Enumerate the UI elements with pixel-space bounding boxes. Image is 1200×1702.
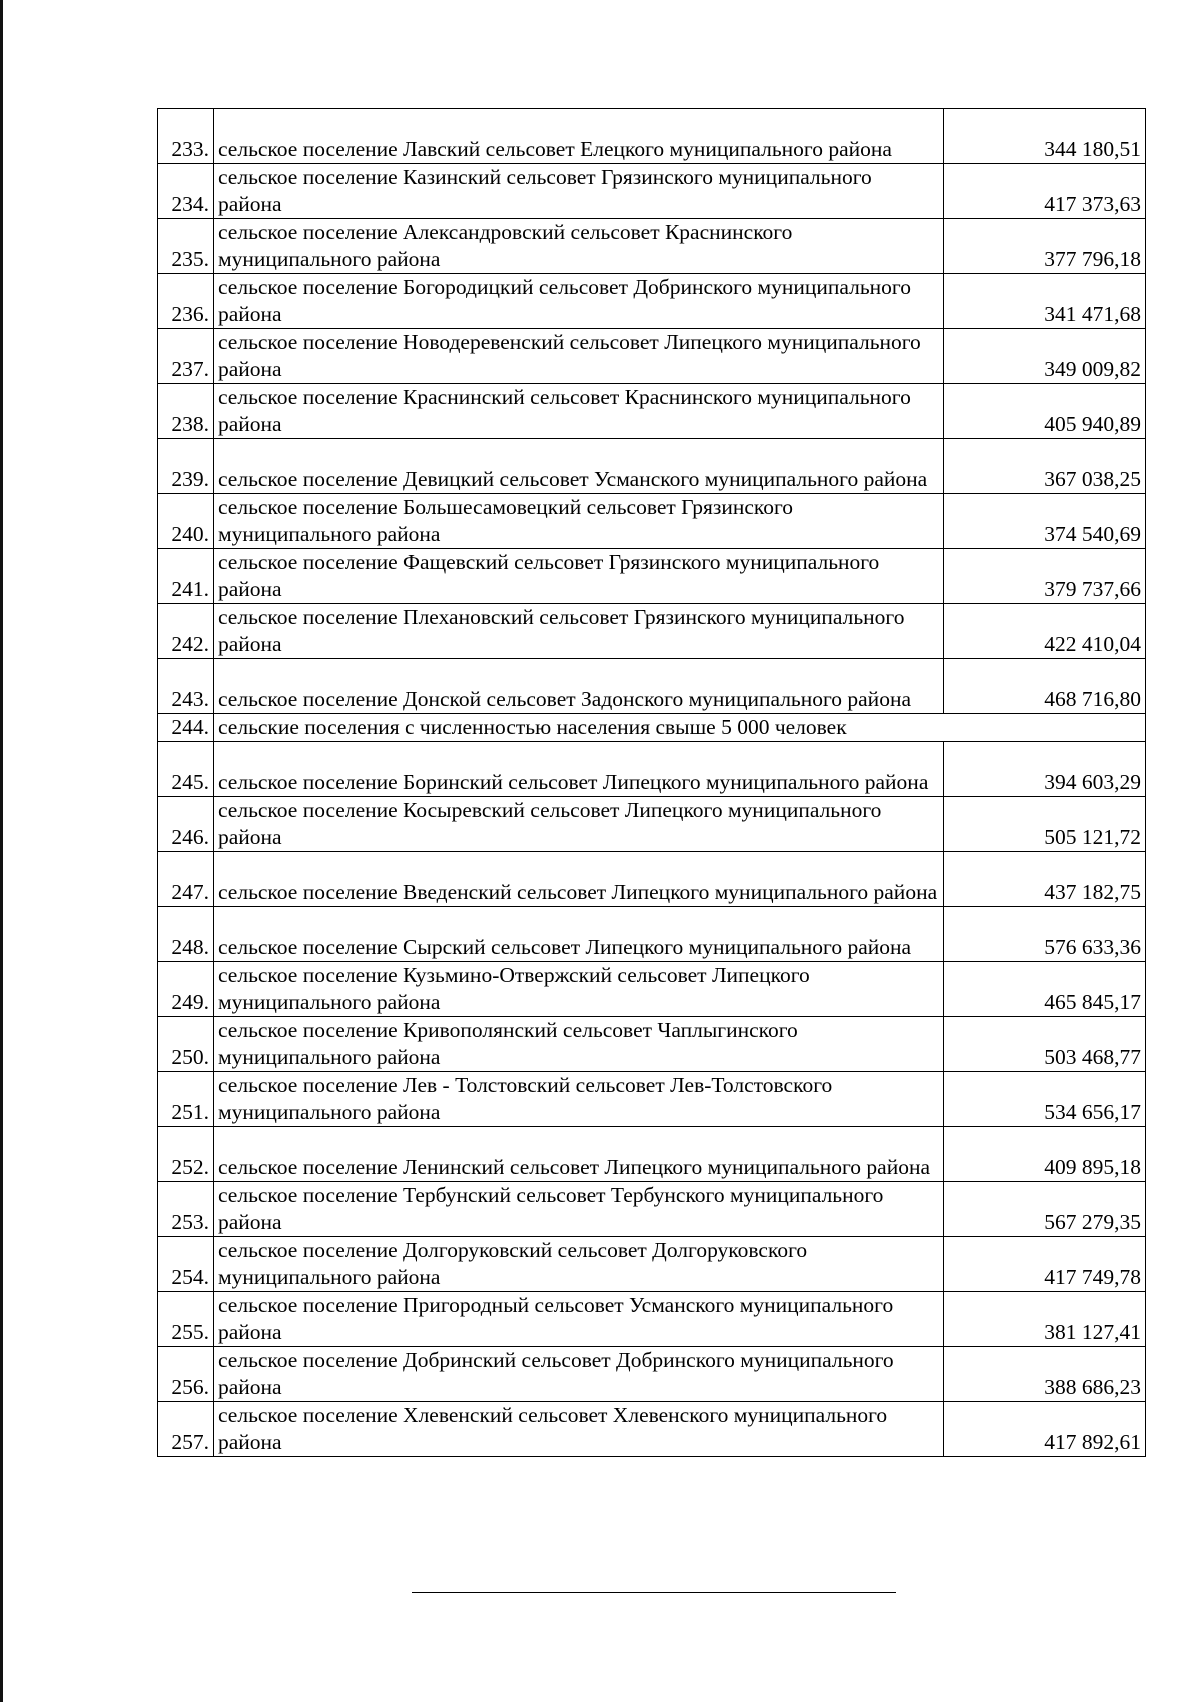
row-number: 251.	[158, 1072, 214, 1127]
table-section-header	[158, 714, 1146, 742]
row-number: 245.	[158, 742, 214, 797]
settlement-name: сельское поселение Кузьмино-Отвержский сельсовет Липецкого муниципального района	[214, 962, 944, 1017]
row-number: 248.	[158, 907, 214, 962]
settlement-name: сельское поселение Пригородный сельсовет Усманского муниципального района	[214, 1292, 944, 1347]
row-number: 256.	[158, 1347, 214, 1402]
footer-separator-line	[412, 1592, 896, 1593]
settlement-name: сельское поселение Фащевский сельсовет Грязинского муниципального района	[214, 549, 944, 604]
amount-value: 505 121,72	[944, 797, 1146, 852]
table-row	[158, 1017, 1146, 1072]
amount-value: 394 603,29	[944, 742, 1146, 797]
settlement-name: сельское поселение Богородицкий сельсовет Добринского муниципального района	[214, 274, 944, 329]
allocation-table	[157, 108, 1146, 1457]
amount-value: 377 796,18	[944, 219, 1146, 274]
table-row	[158, 1072, 1146, 1127]
settlement-name: сельское поселение Сырский сельсовет Липецкого муниципального района	[214, 907, 944, 962]
row-number: 240.	[158, 494, 214, 549]
row-number: 247.	[158, 852, 214, 907]
table-row	[158, 1127, 1146, 1182]
table-row	[158, 384, 1146, 439]
table-row	[158, 1347, 1146, 1402]
row-number: 246.	[158, 797, 214, 852]
settlement-name: сельское поселение Лев - Толстовский сельсовет Лев-Толстовского муниципального района	[214, 1072, 944, 1127]
amount-value: 381 127,41	[944, 1292, 1146, 1347]
scan-edge	[0, 0, 3, 1702]
settlement-name: сельское поселение Введенский сельсовет Липецкого муниципального района	[214, 852, 944, 907]
row-number: 241.	[158, 549, 214, 604]
settlement-name: сельское поселение Донской сельсовет Задонского муниципального района	[214, 659, 944, 714]
amount-value: 409 895,18	[944, 1127, 1146, 1182]
row-number: 242.	[158, 604, 214, 659]
amount-value: 534 656,17	[944, 1072, 1146, 1127]
row-number: 254.	[158, 1237, 214, 1292]
row-number: 252.	[158, 1127, 214, 1182]
amount-value: 374 540,69	[944, 494, 1146, 549]
row-number: 237.	[158, 329, 214, 384]
section-row-label: сельские поселения с численностью населения свыше 5 000 человек	[214, 714, 1146, 742]
settlement-name: сельское поселение Кривополянский сельсовет Чаплыгинского муниципального района	[214, 1017, 944, 1072]
table-row	[158, 109, 1146, 164]
amount-value: 468 716,80	[944, 659, 1146, 714]
amount-value: 388 686,23	[944, 1347, 1146, 1402]
settlement-name: сельское поселение Тербунский сельсовет Тербунского муниципального района	[214, 1182, 944, 1237]
settlement-name: сельское поселение Плехановский сельсовет Грязинского муниципального района	[214, 604, 944, 659]
row-number: 234.	[158, 164, 214, 219]
table-row	[158, 1292, 1146, 1347]
amount-value: 379 737,66	[944, 549, 1146, 604]
amount-value: 417 892,61	[944, 1402, 1146, 1457]
amount-value: 405 940,89	[944, 384, 1146, 439]
row-number: 243.	[158, 659, 214, 714]
section-row-number: 244.	[158, 714, 214, 742]
row-number: 233.	[158, 109, 214, 164]
settlement-name: сельское поселение Ленинский сельсовет Липецкого муниципального района	[214, 1127, 944, 1182]
settlement-name: сельское поселение Большесамовецкий сельсовет Грязинского муниципального района	[214, 494, 944, 549]
table-row	[158, 439, 1146, 494]
amount-value: 503 468,77	[944, 1017, 1146, 1072]
table-row	[158, 164, 1146, 219]
table-row	[158, 274, 1146, 329]
settlement-name: сельское поселение Александровский сельсовет Краснинского муниципального района	[214, 219, 944, 274]
row-number: 239.	[158, 439, 214, 494]
amount-value: 437 182,75	[944, 852, 1146, 907]
section-row	[158, 714, 1146, 742]
table-row	[158, 907, 1146, 962]
table-row	[158, 852, 1146, 907]
table-row	[158, 962, 1146, 1017]
row-number: 235.	[158, 219, 214, 274]
amount-value: 367 038,25	[944, 439, 1146, 494]
settlement-name: сельское поселение Новодеревенский сельсовет Липецкого муниципального района	[214, 329, 944, 384]
row-number: 253.	[158, 1182, 214, 1237]
table-body-before-section	[158, 109, 1146, 714]
amount-value: 344 180,51	[944, 109, 1146, 164]
table-row	[158, 494, 1146, 549]
table-row	[158, 219, 1146, 274]
amount-value: 465 845,17	[944, 962, 1146, 1017]
row-number: 238.	[158, 384, 214, 439]
amount-value: 567 279,35	[944, 1182, 1146, 1237]
settlement-name: сельское поселение Казинский сельсовет Грязинского муниципального района	[214, 164, 944, 219]
settlement-name: сельское поселение Хлевенский сельсовет Хлевенского муниципального района	[214, 1402, 944, 1457]
table-row	[158, 549, 1146, 604]
settlement-name: сельское поселение Добринский сельсовет Добринского муниципального района	[214, 1347, 944, 1402]
amount-value: 417 373,63	[944, 164, 1146, 219]
table-row	[158, 797, 1146, 852]
table-row	[158, 1237, 1146, 1292]
settlement-name: сельское поселение Лавский сельсовет Елецкого муниципального района	[214, 109, 944, 164]
table-body-after-section	[158, 742, 1146, 1457]
row-number: 249.	[158, 962, 214, 1017]
table-row	[158, 1402, 1146, 1457]
table-row	[158, 604, 1146, 659]
row-number: 250.	[158, 1017, 214, 1072]
amount-value: 422 410,04	[944, 604, 1146, 659]
row-number: 236.	[158, 274, 214, 329]
settlement-name: сельское поселение Долгоруковский сельсовет Долгоруковского муниципального района	[214, 1237, 944, 1292]
amount-value: 349 009,82	[944, 329, 1146, 384]
table-row	[158, 742, 1146, 797]
row-number: 257.	[158, 1402, 214, 1457]
settlement-name: сельское поселение Краснинский сельсовет Краснинского муниципального района	[214, 384, 944, 439]
settlement-name: сельское поселение Девицкий сельсовет Усманского муниципального района	[214, 439, 944, 494]
settlement-name: сельское поселение Боринский сельсовет Липецкого муниципального района	[214, 742, 944, 797]
table-row	[158, 659, 1146, 714]
amount-value: 417 749,78	[944, 1237, 1146, 1292]
row-number: 255.	[158, 1292, 214, 1347]
table-row	[158, 329, 1146, 384]
table-row	[158, 1182, 1146, 1237]
amount-value: 576 633,36	[944, 907, 1146, 962]
settlement-name: сельское поселение Косыревский сельсовет Липецкого муниципального района	[214, 797, 944, 852]
amount-value: 341 471,68	[944, 274, 1146, 329]
